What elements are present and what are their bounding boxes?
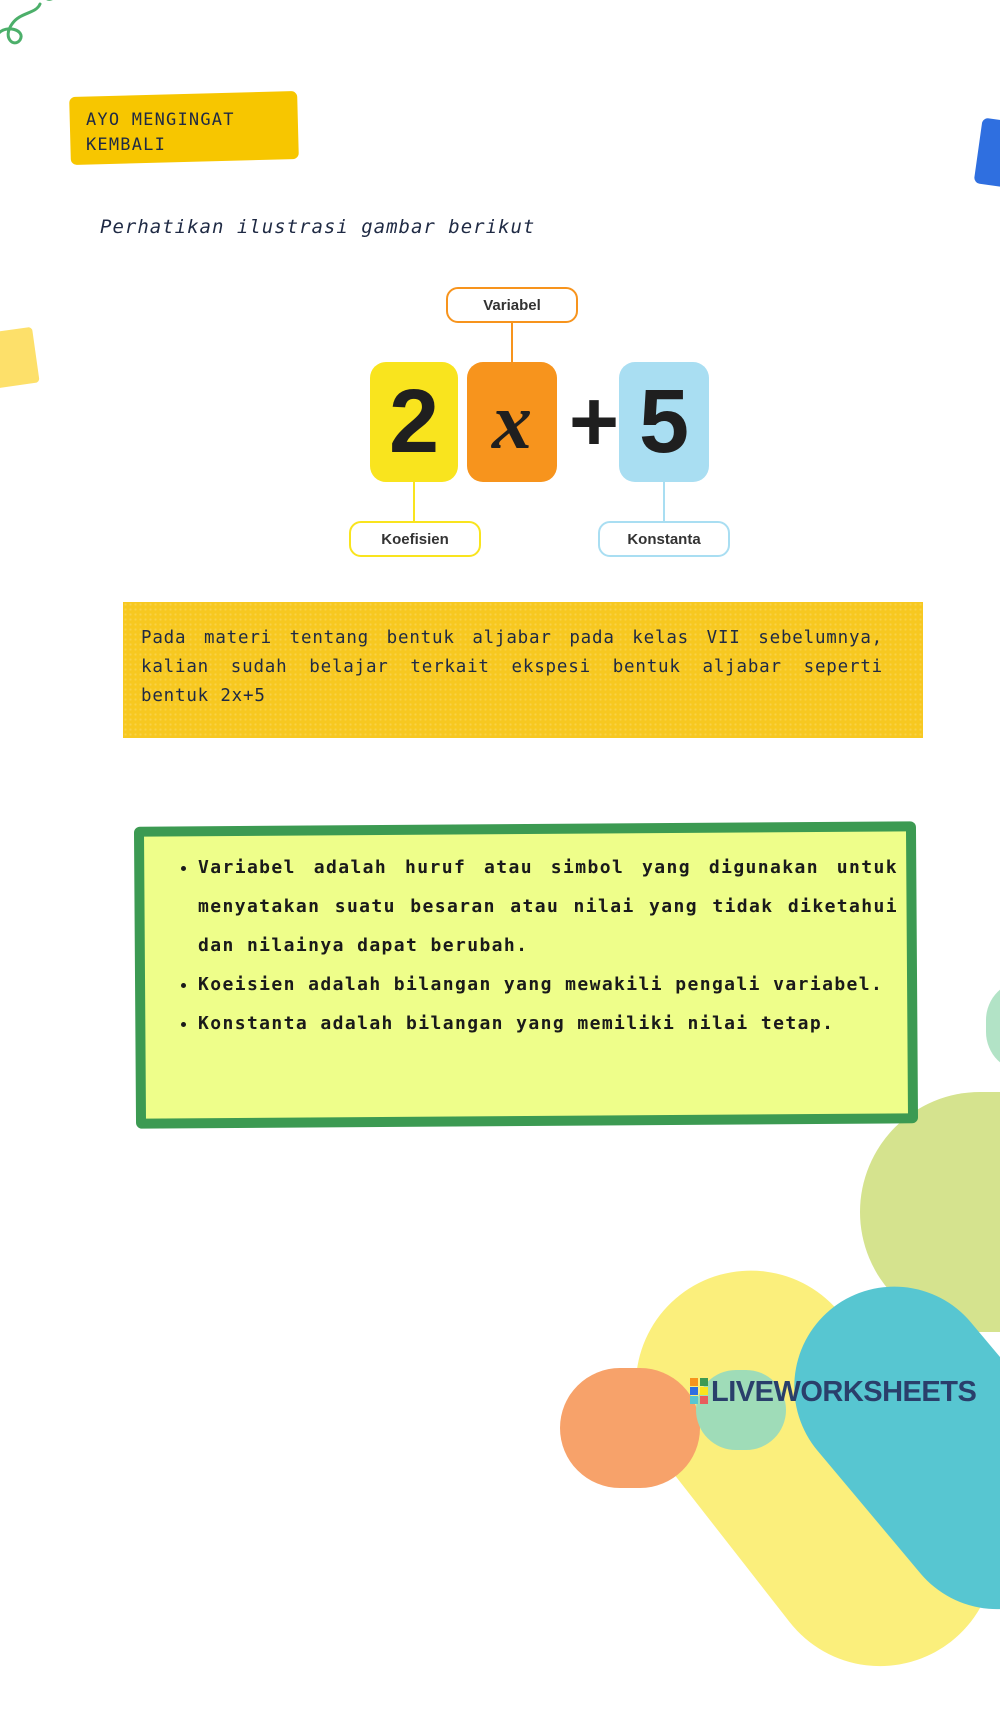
orange-blob-decoration [560,1368,700,1488]
coefficient-card: 2 [370,362,458,482]
connector-variabel [511,321,513,362]
definition-item-konstanta: • Konstanta adalah bilangan yang memiliki nilai tetap. [198,1004,898,1043]
definitions-list [170,848,898,1043]
constant-card: 5 [619,362,709,482]
blue-shape-decoration [974,118,1000,189]
plus-sign: + [568,374,620,470]
brand-logo [690,1376,990,1406]
brand-name: LIVEWORKSHEETS [711,1376,977,1408]
intro-text: Perhatikan ilustrasi gambar berikut [100,216,536,238]
connector-konstanta [663,482,665,521]
label-variabel: Variabel [446,287,578,323]
green-shape-decoration [986,980,1000,1072]
definition-item-koefisien: • Koeisien adalah bilangan yang mewakili pengali variabel. [198,965,898,1004]
connector-koefisien [413,482,415,521]
header-tag-text: AYO MENGINGAT KEMBALI [86,110,235,155]
variable-card: x [467,362,557,482]
brand-mark-icon [690,1378,708,1404]
yellow-shape-decoration [0,327,40,389]
swirl-decoration [0,0,66,50]
label-koefisien: Koefisien [349,521,481,557]
label-konstanta: Konstanta [598,521,730,557]
info-box-text: Pada materi tentang bentuk aljabar pada kelas VII sebelumnya, kalian sudah belajar terkait ekspesi bentuk aljabar seperti bentuk 2x+5 [141,628,883,706]
definition-item-variabel: • Variabel adalah huruf atau simbol yang digunakan untuk menyatakan suatu besaran atau nilai yang tidak diketahui dan nilainya dapat berubah. [198,848,898,965]
